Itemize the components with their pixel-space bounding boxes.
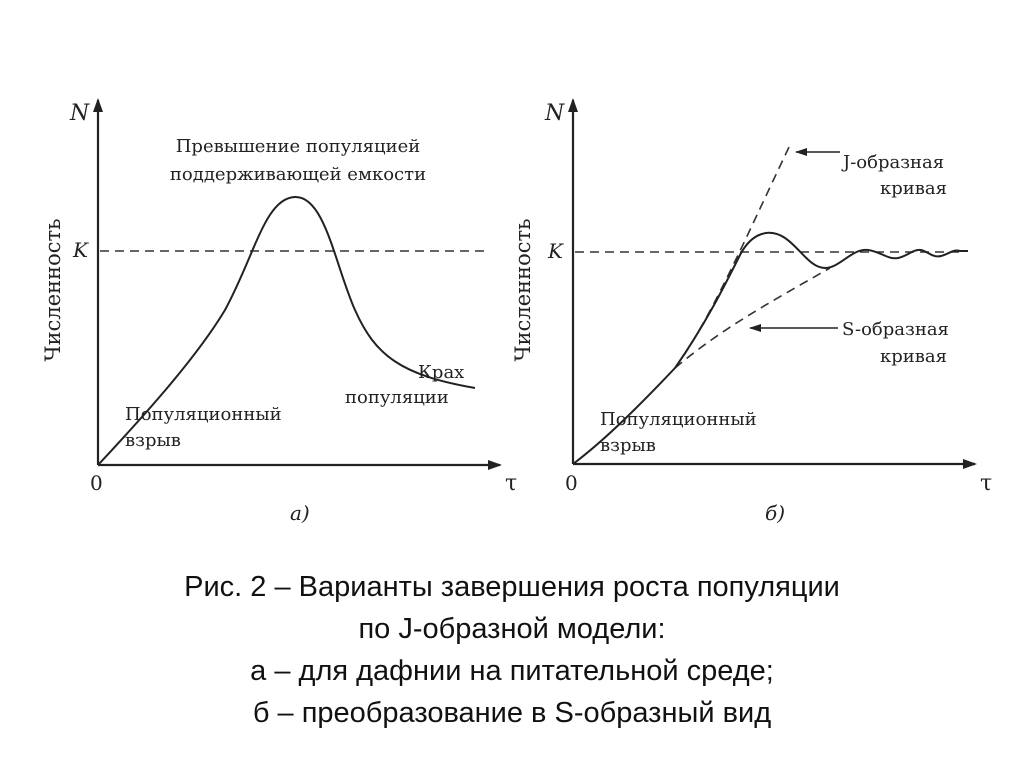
panel-a-x-axis-var: τ <box>505 471 518 496</box>
panel-a-overshoot-line-1: Превышение популяцией <box>175 136 421 157</box>
panel-b-y-axis-label: Численность <box>511 218 535 362</box>
panel-b-j-curve <box>675 145 790 368</box>
panel-a-explosion-line-1: Популяционный <box>125 404 282 425</box>
caption-line-1: Рис. 2 – Варианты завершения роста популяции <box>184 571 840 603</box>
caption-line-3: а – для дафнии на питательной среде; <box>250 655 774 687</box>
panel-a-k-label: K <box>73 238 88 262</box>
panel-a-crash-line-2: популяции <box>345 387 449 408</box>
panel-a-explosion-line-2: взрыв <box>125 430 181 451</box>
panel-a <box>41 100 517 525</box>
panel-b-label: б) <box>765 501 786 525</box>
panel-b-j-label-line-2: кривая <box>880 178 947 199</box>
panel-b-s-label-line-2: кривая <box>880 346 947 367</box>
panel-b-k-label: K <box>548 239 563 263</box>
panel-b-explosion-line-2: взрыв <box>600 435 656 456</box>
panel-b-s-curve <box>675 268 830 368</box>
panel-b-origin: 0 <box>565 471 578 495</box>
panel-b-s-label-line-1: S-образная <box>842 319 949 340</box>
panel-a-y-axis-var: N <box>70 101 90 126</box>
panel-a-overshoot-line-2: поддерживающей емкости <box>169 164 427 185</box>
panel-b-y-axis-var: N <box>545 101 565 126</box>
panel-b <box>511 100 992 525</box>
panel-a-y-axis-label: Численность <box>41 218 65 362</box>
panel-b-x-axis-var: τ <box>980 471 993 496</box>
caption-line-4: б – преобразование в S-образный вид <box>252 697 772 729</box>
caption-line-2: по J-образной модели: <box>358 613 666 645</box>
panel-a-label: а) <box>290 501 310 525</box>
panel-a-origin: 0 <box>90 471 103 495</box>
panel-b-j-label-line-1: J-образная <box>843 152 945 173</box>
panel-b-explosion-line-1: Популяционный <box>600 409 757 430</box>
panel-a-crash-line-1: Крах <box>418 362 465 383</box>
